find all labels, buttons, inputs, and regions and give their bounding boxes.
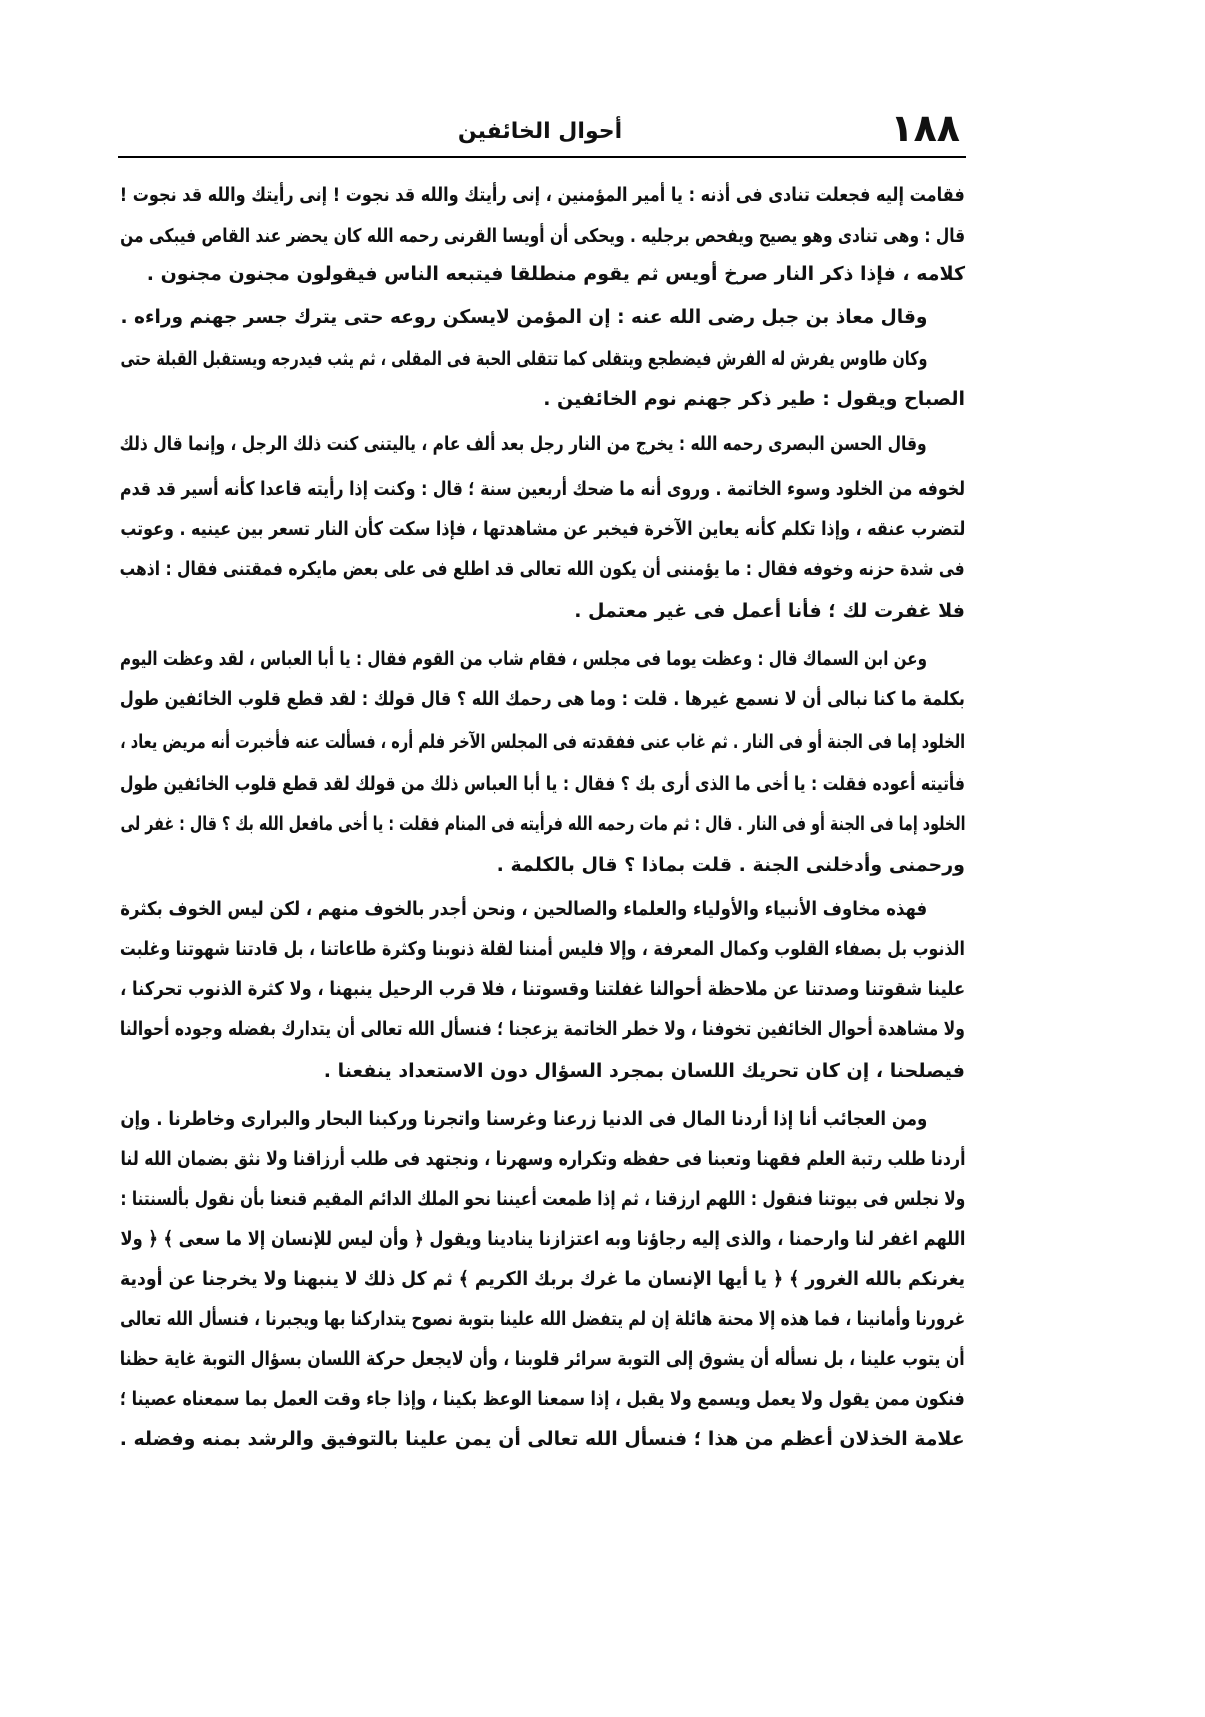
text-line: الخلود إما فى الجنة أو فى النار . ثم غاب عنى ففقدته فى المجلس الآخر فلم أره ، فسألت عنه فأخبرت أنه مريض يعاد ، [120, 731, 965, 753]
text-line: وقال الحسن البصرى رحمه الله : يخرج من النار رجل بعد ألف عام ، ياليتنى كنت ذلك الرجل ، وإنما قال ذلك [120, 433, 927, 455]
text-line: فقامت إليه فجعلت تنادى فى أذنه : يا أمير المؤمنين ، إنى رأيتك والله قد نجوت ! إنى رأيتك والله قد نجوت ! [120, 184, 965, 206]
text-line: فنكون ممن يقول ولا يعمل ويسمع ولا يقبل ، إذا سمعنا الوعظ بكينا ، وإذا جاء وقت العمل بما سمعناه عصينا ؛ [120, 1388, 965, 1410]
text-line: ولا مشاهدة أحوال الخائفين تخوفنا ، ولا خطر الخاتمة يزعجنا ؛ فنسأل الله تعالى أن يتدارك بفضله وجوده أحوالنا [120, 1018, 965, 1040]
text-line: علينا شقوتنا وصدتنا عن ملاحظة أحوالنا غفلتنا وقسوتنا ، فلا قرب الرحيل ينبهنا ، ولا كثرة الذنوب تحركنا ، [120, 978, 965, 1000]
text-line: وقال معاذ بن جبل رضى الله عنه : إن المؤمن لايسكن روعه حتى يترك جسر جهنم وراءه . [120, 306, 927, 328]
running-head: أحوال الخائفين [457, 119, 623, 144]
text-line: فيصلحنا ، إن كان تحريك اللسان بمجرد السؤال دون الاستعداد ينفعنا . [323, 1060, 965, 1082]
page-number: ١٨٨ [890, 106, 960, 150]
text-line: الذنوب بل بصفاء القلوب وكمال المعرفة ، وإلا فليس أمننا لقلة ذنوبنا وكثرة طاعاتنا ، بل قادتنا شهوتنا وغلبت [120, 938, 965, 960]
header-rule [118, 156, 966, 158]
text-line: ورحمنى وأدخلنى الجنة . قلت بماذا ؟ قال بالكلمة . [496, 854, 965, 876]
text-line: فأتيته أعوده فقلت : يا أخى ما الذى أرى بك ؟ فقال : يا أبا العباس ذلك من قولك لقد قطع قلوب الخائفين طول [120, 773, 965, 795]
text-line: ولا نجلس فى بيوتنا فنقول : اللهم ارزقنا ، ثم إذا طمعت أعيننا نحو الملك الدائم المقيم قنعنا بأن نقول بألسنتنا : [120, 1188, 965, 1210]
text-line: ومن العجائب أنا إذا أردنا المال فى الدنيا زرعنا وغرسنا واتجرنا وركبنا البحار والبرارى وخاطرنا . وإن [120, 1108, 927, 1130]
text-line: أردنا طلب رتبة العلم فقهنا وتعبنا فى حفظه وتكراره وسهرنا ، ونجتهد فى طلب أرزاقنا ولا نثق بضمان الله لنا [120, 1148, 965, 1170]
text-line: فهذه مخاوف الأنبياء والأولياء والعلماء والصالحين ، ونحن أجدر بالخوف منهم ، لكن ليس الخوف بكثرة [120, 898, 927, 920]
text-line: كلامه ، فإذا ذكر النار صرخ أويس ثم يقوم منطلقا فيتبعه الناس فيقولون مجنون مجنون . [146, 263, 965, 285]
text-line: يغرنكم بالله الغرور ﴾ ﴿ يا أيها الإنسان ما غرك بربك الكريم ﴾ ثم كل ذلك لا ينبهنا ولا يخرجنا عن أودية [120, 1268, 965, 1290]
text-line: الصباح ويقول : طير ذكر جهنم نوم الخائفين . [543, 388, 965, 410]
text-line: الخلود إما فى الجنة أو فى النار . قال : ثم مات رحمه الله فرأيته فى المنام فقلت : يا أخى مافعل الله بك ؟ قال : غفر لى [120, 813, 965, 835]
text-line: اللهم اغفر لنا وارحمنا ، والذى إليه رجاؤنا وبه اعتزازنا ينادينا ويقول ﴿ وأن ليس للإنسان إلا ما سعى ﴾ ﴿ ولا [120, 1228, 965, 1250]
text-line: فى شدة حزنه وخوفه فقال : ما يؤمننى أن يكون الله تعالى قد اطلع فى على بعض مايكره فمقتنى فقال : اذهب [120, 558, 965, 580]
text-line: غرورنا وأمانينا ، فما هذه إلا محنة هائلة إن لم يتفضل الله علينا بتوبة نصوح يتداركنا بها ويجبرنا ، فنسأل الله تعالى [120, 1308, 965, 1330]
text-line: فلا غفرت لك ؛ فأنا أعمل فى غير معتمل . [574, 600, 965, 622]
text-line: علامة الخذلان أعظم من هذا ؛ فنسأل الله تعالى أن يمن علينا بالتوفيق والرشد بمنه وفضله . [120, 1428, 965, 1450]
text-line: بكلمة ما كنا نبالى أن لا نسمع غيرها . قلت : وما هى رحمك الله ؟ قال قولك : لقد قطع قلوب الخائفين طول [120, 688, 965, 710]
text-line: قال : وهى تنادى وهو يصيح ويفحص برجليه . ويحكى أن أويسا القرنى رحمه الله كان يحضر عند القاص فيبكى من [120, 225, 965, 247]
text-line: لتضرب عنقه ، وإذا تكلم كأنه يعاين الآخرة فيخبر عن مشاهدتها ، فإذا سكت كأن النار تسعر بين عينيه . وعوتب [120, 518, 965, 540]
text-line: وكان طاوس يفرش له الفرش فيضطجع ويتقلى كما تتقلى الحبة فى المقلى ، ثم يثب فيدرجه ويستقبل القبلة حتى [120, 348, 927, 370]
text-line: لخوفه من الخلود وسوء الخاتمة . وروى أنه ما ضحك أربعين سنة ؛ قال : وكنت إذا رأيته قاعدا كأنه أسير قد قدم [120, 478, 965, 500]
text-line: وعن ابن السماك قال : وعظت يوما فى مجلس ، فقام شاب من القوم فقال : يا أبا العباس ، لقد وعظت اليوم [120, 648, 927, 670]
text-line: أن يتوب علينا ، بل نسأله أن يشوق إلى التوبة سرائر قلوبنا ، وأن لايجعل حركة اللسان بسؤال التوبة غاية حظنا [120, 1348, 965, 1370]
